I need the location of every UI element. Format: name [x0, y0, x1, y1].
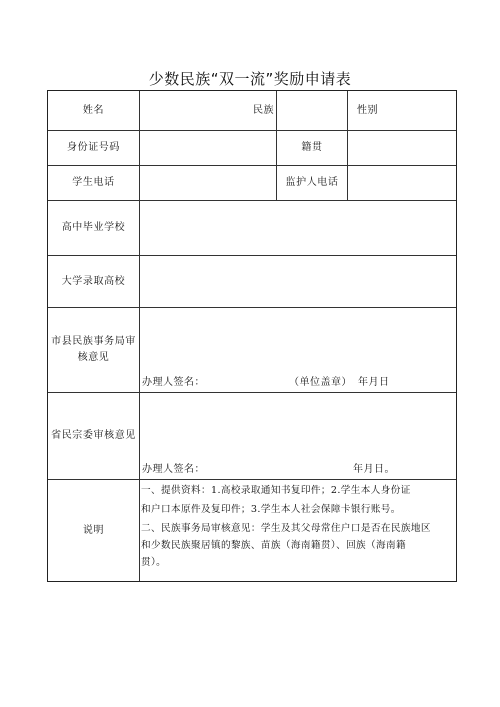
name-value-field[interactable]: [140, 91, 253, 130]
id-number-label-text: 身份证号码: [67, 142, 120, 153]
guardian-phone-label: [277, 166, 347, 200]
guardian-phone-value-field[interactable]: [348, 166, 456, 200]
notes-label: [48, 480, 139, 581]
notes-item2-line2: 和少数民族聚居镇的黎族、苗族（海南籍贯）、回族（海南籍: [141, 540, 407, 551]
notes-item1-line1: 一、提供资料：1.高校录取通知书复印件；2.学生本人身份证: [141, 485, 411, 496]
high-school-value-field[interactable]: [140, 201, 456, 255]
notes-item2-line3: 贯）。: [141, 557, 167, 568]
university-value-field[interactable]: [140, 256, 456, 307]
ethnicity-value-field[interactable]: [277, 91, 347, 130]
province-review-comment-field[interactable]: [140, 393, 456, 459]
university-label: [48, 256, 139, 307]
county-review-label-line1: 市县民族事务局审: [51, 336, 136, 347]
county-review-comment-field[interactable]: [140, 308, 456, 372]
county-seal-label: （单位盖章）: [289, 377, 352, 388]
native-place-value-field[interactable]: [348, 131, 456, 165]
high-school-label-text: 高中毕业学校: [61, 222, 126, 233]
name-label-text: 姓名: [82, 104, 105, 116]
province-date-label: 年月日。: [353, 464, 395, 475]
county-review-label-line2: 核意见: [77, 352, 110, 363]
high-school-label: [48, 201, 139, 255]
notes-item1-line2: 和户口本原件及复印件；3.学生本人社会保障卡银行账号。: [141, 504, 401, 515]
notes-label-text: 说明: [82, 524, 105, 536]
university-label-text: 大学录取高校: [61, 275, 126, 287]
name-label: [48, 91, 139, 130]
county-date-label: 年月日: [358, 377, 390, 388]
student-phone-value-field[interactable]: [140, 166, 276, 200]
id-number-label: [48, 131, 139, 165]
county-review-label: [48, 308, 139, 392]
province-review-label: [48, 393, 139, 479]
province-signer-label: 办理人签名：: [142, 464, 205, 475]
student-phone-label: [48, 166, 139, 200]
notes-item2-line1: 二、民族事务局审核意见：学生及其父母常住户口是否在民族地区: [141, 523, 431, 534]
county-signer-label: 办理人签名：: [142, 377, 205, 388]
province-review-label-text: 省民宗委审核意见: [51, 430, 136, 441]
gender-label: 性别: [357, 105, 378, 116]
native-place-label: [277, 131, 347, 165]
application-form-table: [47, 90, 457, 582]
notes-content: [141, 482, 459, 571]
id-number-value-field[interactable]: [140, 131, 276, 165]
student-phone-label-text: 学生电话: [72, 177, 115, 188]
native-place-label-text: 籍贯: [301, 142, 323, 153]
form-title: 少数民族“双一流”奖励申请表: [148, 70, 352, 88]
guardian-phone-label-text: 监护人电话: [285, 177, 339, 188]
ethnicity-label: 民族: [253, 105, 274, 116]
